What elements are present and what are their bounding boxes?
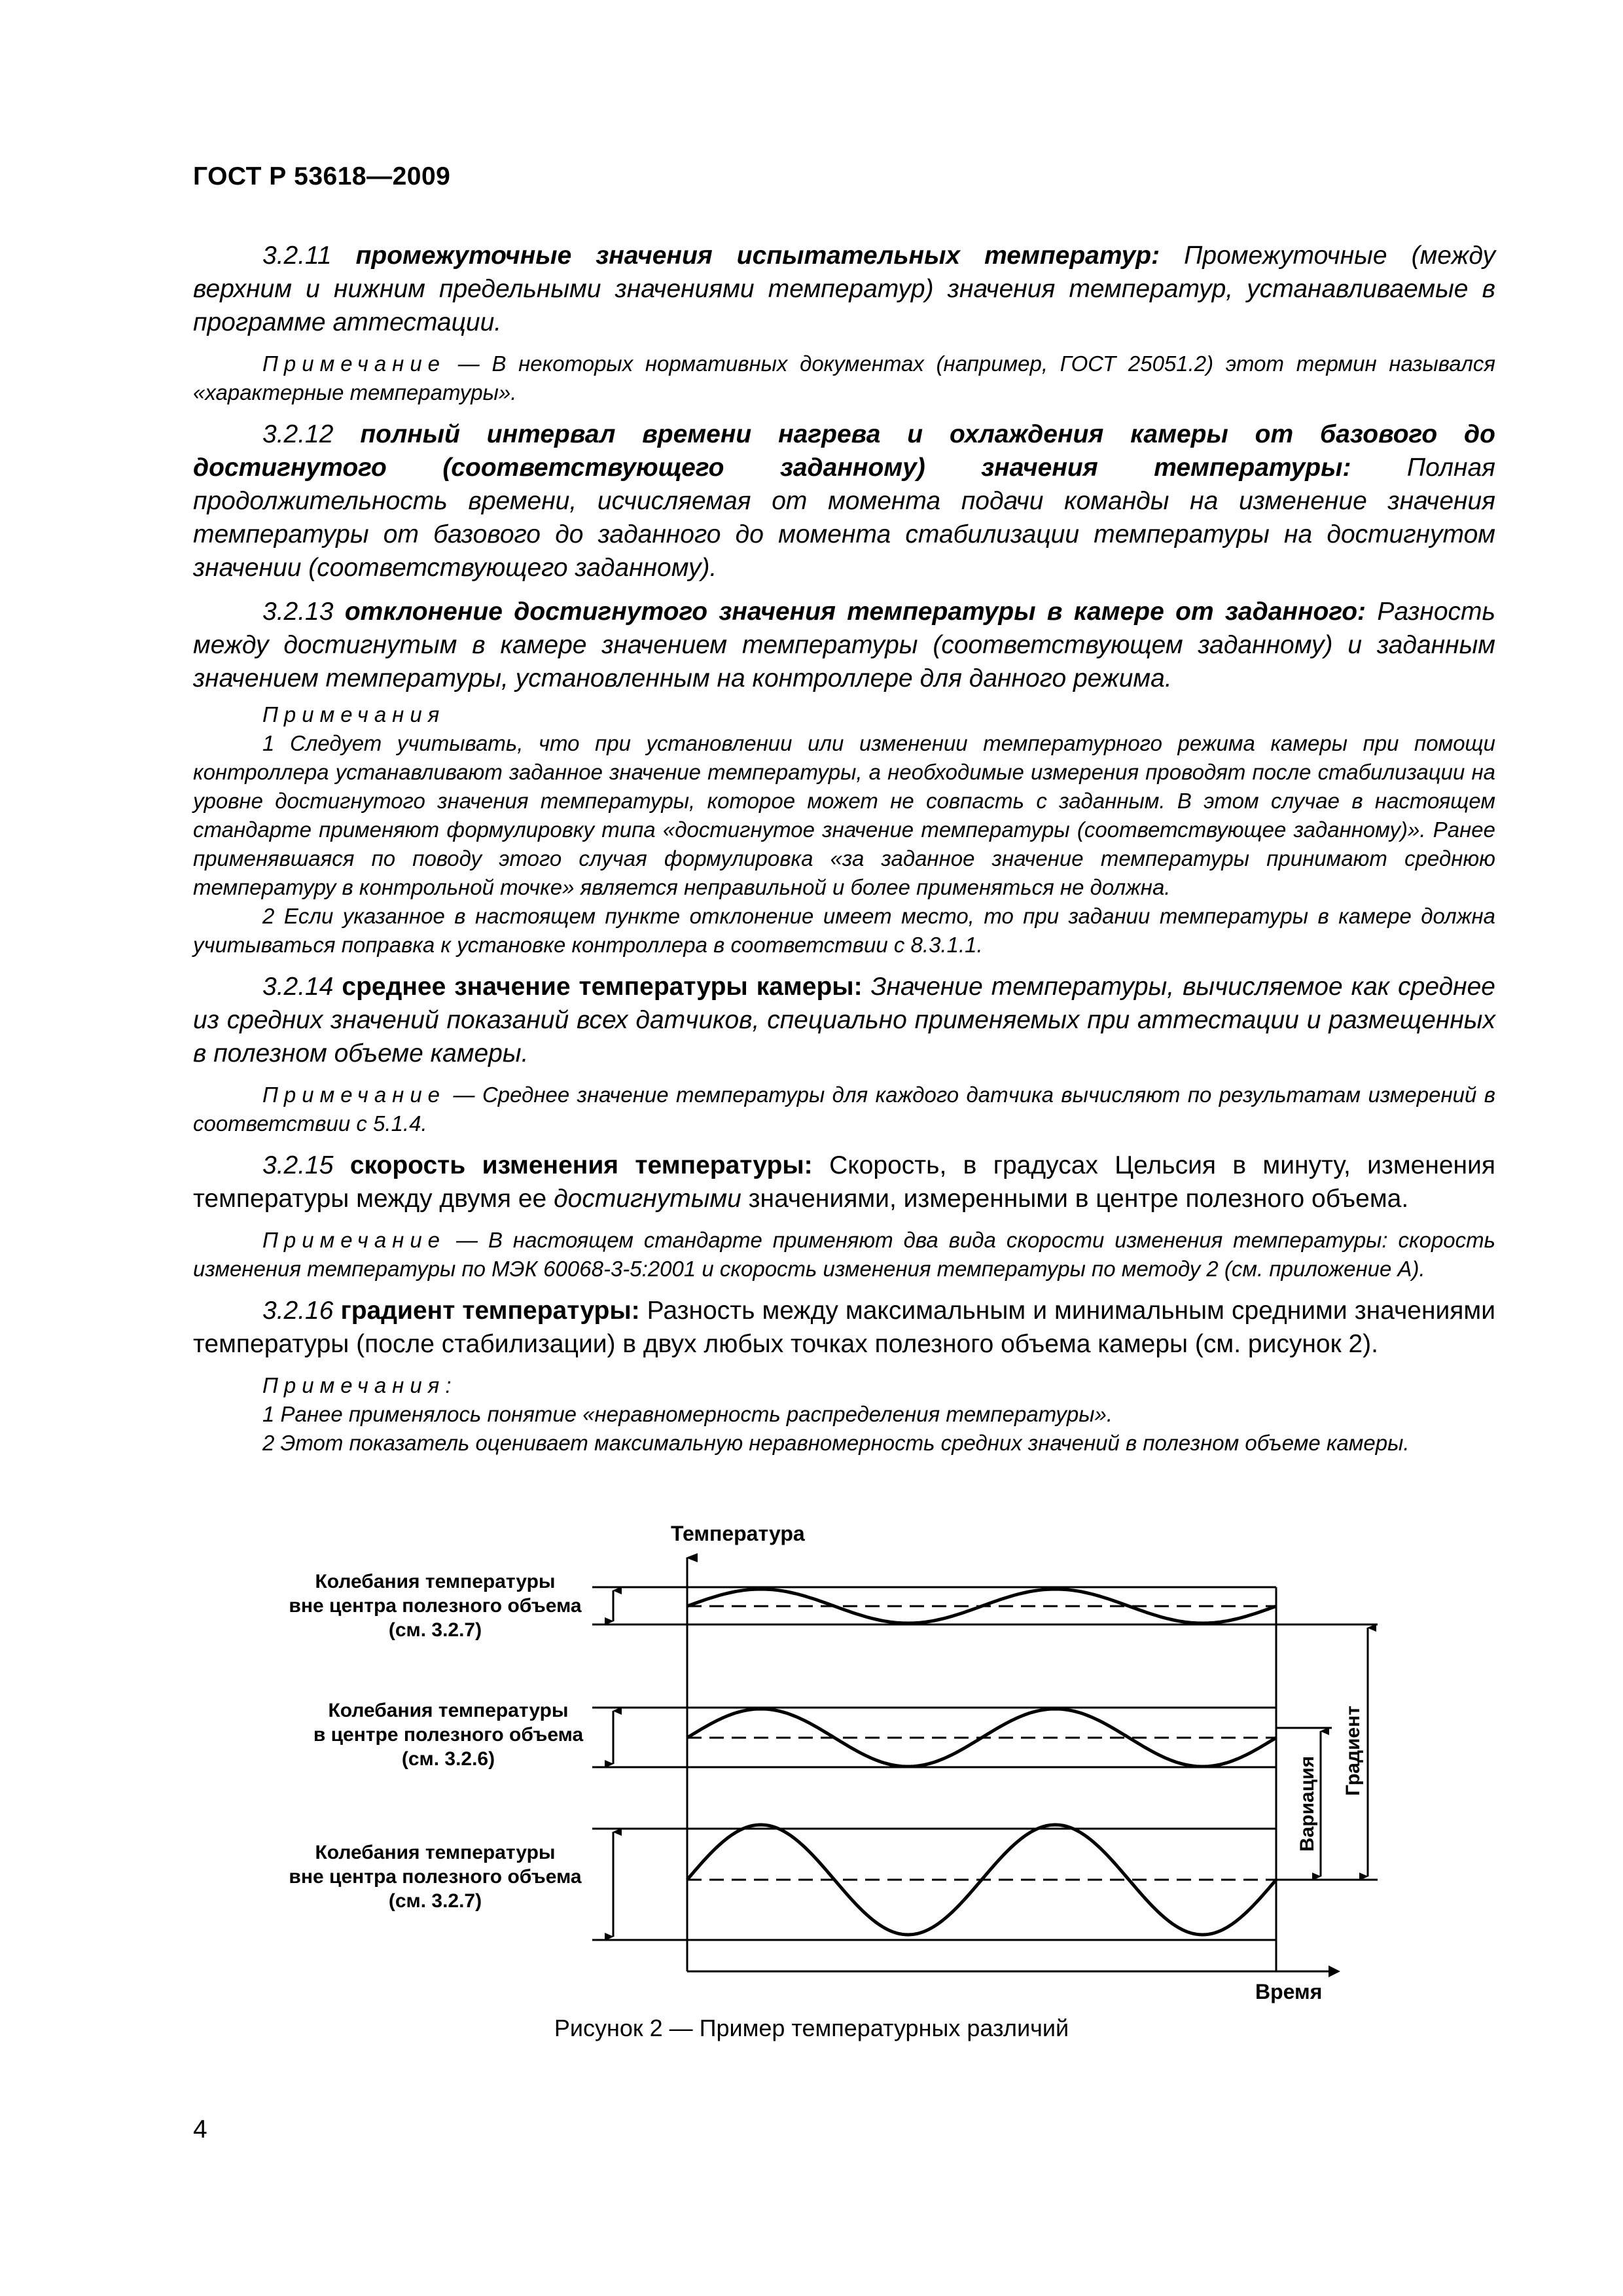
notes-label: Примечания [262,702,446,726]
note-label: Примечание [262,1228,446,1252]
figure-caption: Рисунок 2 — Пример температурных различий [554,2015,1069,2041]
clause-term: скорость изменения температуры: [349,1151,813,1179]
clause-number: 3.2.16 [262,1297,334,1325]
y-axis-label: Температура [671,1522,805,1545]
note-text: — В некоторых нормативных документах (например, ГОСТ 25051.2) этот термин назывался «характерные температуры». [193,351,1495,404]
label-outside-center-top [288,1570,582,1642]
clause-text: Полная продолжительность времени, исчисляемая от момента подачи команды на изменение значения температуры от базового до заданного до момента стабилизации температуры на достигнутом значении (соответствующего заданному). [193,454,1495,582]
label-outside-center-bottom [288,1840,582,1913]
clause-text-b: значениями, измеренными в центре полезного объема. [748,1185,1409,1213]
note-1: 1 Следует учитывать, что при установлении или изменении температурного режима камеры при помощи контроллера устанавливают заданное значение температуры, а необходимые измерения проводят после стабилизации на уровне достигнутого значения температуры, которое может не совпасть с заданным. В этом случае в настоящем стандарте применяют формулировку типа «достигнутое значение температуры (соответствующее заданному)». Ранее применявшаяся по поводу этого случая формулировка «за заданное значение температуры принимают среднюю температуру в контрольной точке» является неправильной и более применяться не должна. [193,731,1495,899]
note-2: 2 Этот показатель оценивает максимальную неравномерность средних значений в полезном объеме камеры. [262,1431,1410,1455]
clause-text: Разность между максимальным и минимальным средними значениями температуры (после стабилизации) в двух любых точках полезного объема камеры (см. рисунок 2). [193,1297,1495,1358]
label-text: Колебания температуры в центре полезного объема (см. 3.2.6) [313,1700,584,1770]
variation-label: Вариация [1296,1755,1318,1852]
document-header: ГОСТ Р 53618—2009 [193,162,451,190]
x-axis-label: Время [1255,1980,1323,2003]
clause-text-emphasis: достигнутыми [554,1185,741,1213]
note-1: 1 Ранее применялось понятие «неравномерность распределения температуры». [262,1402,1113,1426]
notes-label: Примечания: [262,1373,457,1397]
note-2: 2 Если указанное в настоящем пункте отклонение имеет место, то при задании температуры в камере должна учитываться поправка к установке контроллера в соответствии с 8.3.1.1. [193,904,1495,957]
clause-number: 3.2.13 [262,598,334,626]
note-label: Примечание [262,1083,446,1107]
clause-text-a: Скорость, в градусах Цельсия в минуту, изменения температуры между двумя ее [193,1151,1496,1213]
clause-number: 3.2.12 [262,420,334,448]
clause-term: промежуточные значения испытательных температур: [355,242,1160,270]
clause-number: 3.2.15 [262,1151,334,1179]
label-center [301,1698,596,1771]
page-number: 4 [193,2115,207,2144]
label-text: Колебания температуры вне центра полезного объема (см. 3.2.7) [289,1842,582,1912]
note-text: — Среднее значение температуры для каждого датчика вычисляют по результатам измерений в соответствии с 5.1.4. [193,1083,1495,1136]
clause-text: Значение температуры, вычисляемое как среднее из средних значений показаний всех датчиков, специально применяемых при аттестации и размещенных в полезном объеме камеры. [193,973,1495,1067]
clause-term: среднее значение температуры камеры: [342,973,863,1001]
note-text: — В настоящем стандарте применяют два вида скорости изменения температуры: скорость изменения температуры по МЭК 60068-3-5:2001 и скорость изменения температуры по методу 2 (см. приложение А). [193,1228,1495,1281]
note-label: Примечание [262,351,446,376]
clause-term: отклонение достигнутого значения температуры в камере от заданного: [344,598,1366,626]
clause-text: Промежуточные (между верхним и нижним предельными значениями температур) значения температур, устанавливаемые в программе аттестации. [193,242,1496,336]
clause-term: полный интервал времени нагрева и охлаждения камеры от базового до достигнутого (соответствующего заданному) значения температуры: [193,420,1495,482]
label-text: Колебания температуры вне центра полезного объема (см. 3.2.7) [289,1571,582,1641]
clause-term: градиент температуры: [340,1297,640,1325]
clause-number: 3.2.11 [262,242,332,270]
clause-number: 3.2.14 [262,973,334,1001]
clause-text: Разность между достигнутым в камере значением температуры (соответствующем заданному) и заданным значением температуры, установленным на контроллере для данного режима. [193,598,1496,692]
gradient-label: Градиент [1342,1706,1364,1796]
